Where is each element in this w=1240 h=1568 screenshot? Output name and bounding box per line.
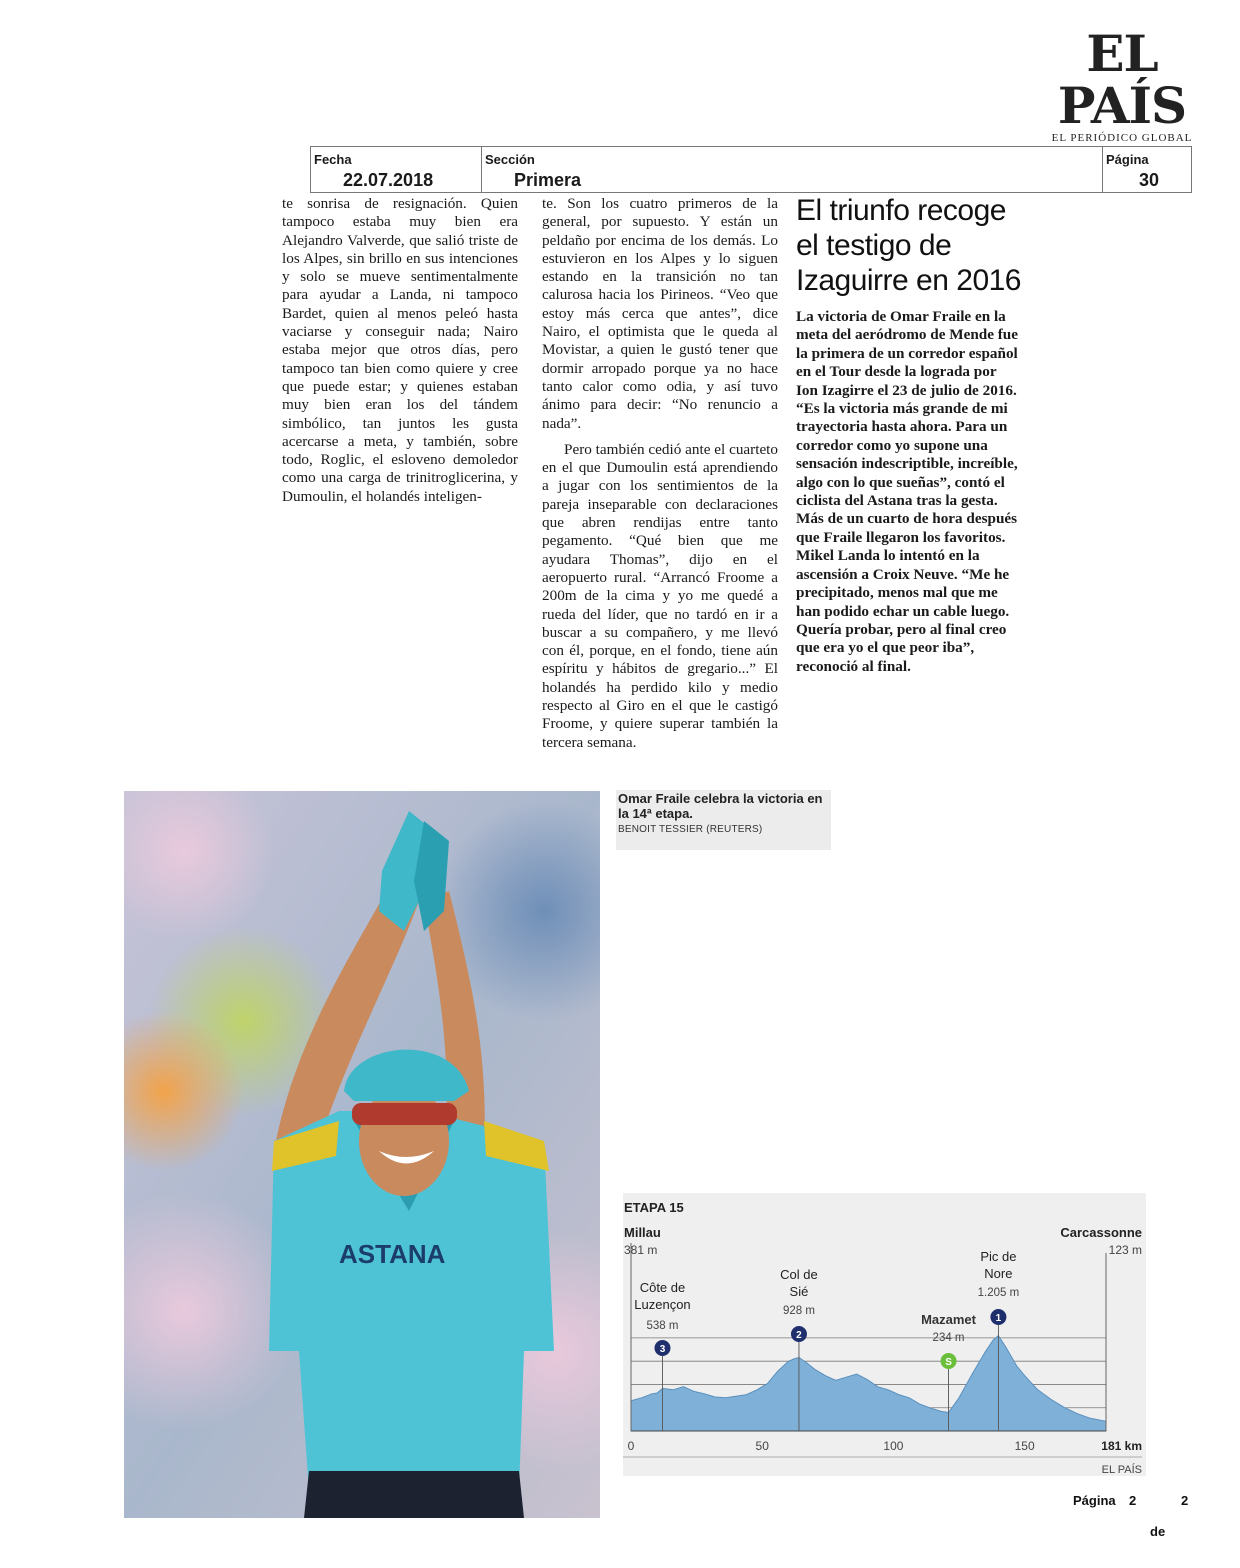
climb-name: Côte de bbox=[639, 1280, 686, 1295]
cyclist-illustration bbox=[124, 791, 600, 1518]
x-tick-label: 100 bbox=[883, 1439, 904, 1453]
climb-elevation: 1.205 m bbox=[977, 1287, 1020, 1299]
clipping-metadata-table bbox=[310, 146, 1192, 193]
article-paragraph: te sonrisa de resignación. Quien tampoco estaba muy bien era Alejandro Valverde, que salió triste de los Alpes, sin brillo en sus intenciones y solo se mueve sentimentalmente para ayudar a Landa, ni tampoco Bardet, quien al menos peleó hasta vaciarse y conseguir nada; Nairo estaba mejor que otros días, pero tampoco tan bien como quiere y cree que puede estar; y quienes estaban muy bien eran los del tándem simbólico, tan juntos les gusta acercarse a meta, y también, sobre todo, Roglic, el esloveno demoledor como una carga de trinitroglicerina, y Dumoulin, el holandés inteligen- bbox=[282, 195, 518, 505]
footer-page-total: 2 bbox=[1181, 1493, 1189, 1508]
photo-credit: BENOIT TESSIER (REUTERS) bbox=[618, 824, 763, 835]
chart-source: EL PAÍS bbox=[1101, 1464, 1142, 1476]
seccion-value: Primera bbox=[514, 170, 582, 190]
climb-name: Luzençon bbox=[634, 1297, 691, 1312]
cyclist-photo bbox=[124, 791, 600, 1518]
article-column-1 bbox=[282, 195, 518, 506]
pagina-cell bbox=[1103, 147, 1191, 192]
x-end-label: 181 km bbox=[1101, 1439, 1142, 1453]
finish-name: Carcassonne bbox=[1060, 1225, 1142, 1240]
climb-elevation: 234 m bbox=[932, 1332, 965, 1344]
masthead bbox=[1022, 24, 1222, 144]
sidebar-text: La victoria de Omar Fraile en la meta del aeródromo de Mende fue la primera de un corredor español en el Tour desde la lograda por Ion Izagirre el 23 de julio de 2016. “Es la victoria más grande de mi trayectoria hasta ahora. Para un corredor como yo supone una sensación indescriptible, increíble, algo con lo que sueñas”, contó el ciclista del Astana tras la gesta. Más de un cuarto de hora después que Fraile llegaron los favoritos. Mikel Landa lo intentó en la ascensión a Croix Neuve. “Me he precipitado, menos mal que me han podido echar un cable luego. Quería probar, pero al final creo que era yo el que peor iba”, reconoció al final. bbox=[796, 308, 1018, 675]
article-column-2 bbox=[542, 195, 778, 752]
climb-elevation: 538 m bbox=[646, 1320, 679, 1332]
start-name: Millau bbox=[624, 1225, 661, 1240]
climb-name: Sié bbox=[789, 1284, 809, 1299]
footer-de: de bbox=[1150, 1524, 1166, 1539]
climb-badge-label: S bbox=[945, 1357, 952, 1368]
x-tick-label: 150 bbox=[1014, 1439, 1035, 1453]
jersey-text: ASTANA bbox=[339, 1239, 446, 1269]
climb-elevation: 928 m bbox=[782, 1305, 815, 1317]
climb-name: Pic de bbox=[980, 1249, 1017, 1264]
stage-profile-svg bbox=[623, 1193, 1146, 1476]
climb-badge-label: 1 bbox=[995, 1313, 1002, 1324]
seccion-cell bbox=[482, 147, 1103, 192]
chart-title: ETAPA 15 bbox=[624, 1200, 684, 1215]
footer-page-label: Página bbox=[1073, 1493, 1116, 1508]
fecha-cell bbox=[311, 147, 482, 192]
fecha-label: Fecha bbox=[314, 152, 352, 167]
finish-elevation: 123 m bbox=[1108, 1243, 1142, 1257]
newspaper-tagline: EL PERIÓDICO GLOBAL bbox=[1051, 132, 1193, 144]
x-tick-label: 50 bbox=[755, 1439, 769, 1453]
newspaper-logo: EL PAÍS bbox=[1057, 24, 1187, 135]
climb-badge-label: 2 bbox=[796, 1330, 802, 1341]
photo-caption bbox=[616, 790, 831, 850]
start-elevation: 381 m bbox=[624, 1243, 658, 1257]
climb-name: Col de bbox=[780, 1267, 818, 1282]
climb-badge-label: 3 bbox=[659, 1344, 666, 1355]
article-paragraph: Pero también cedió ante el cuarteto en el que Dumoulin está aprendiendo a jugar con los sentimientos de la pareja inseparable con declaraciones que abren rendijas entre tanto pegamento. “Qué bien que me ayudara Thomas”, dijo en el aeropuerto rural. “Arrancó Froome a 200m de la cima y yo me quedé a rueda del líder, que no tardó en ir a buscar a su compañero, y me llevó con él, porque, en el fondo, tiene aún espíritu y hábitos de gregario...” El holandés ha perdido kilo y medio respecto al Giro en el que le castigó Froome, y quiere superar también la tercera semana. bbox=[542, 440, 778, 751]
elevation-area bbox=[631, 1336, 1106, 1431]
footer-page-number: 2 bbox=[1129, 1493, 1137, 1508]
pagina-label: Página bbox=[1106, 152, 1149, 167]
caption-text: Omar Fraile celebra la victoria en la 14ª etapa. bbox=[618, 791, 823, 821]
article-paragraph: te. Son los cuatro primeros de la general, por supuesto. Y están un peldaño por encima de los demás. Lo estuvieron en los Alpes y lo siguen estando en la transición no tan calurosa hacia los Pirineos. “Veo que estoy más cerca que antes”, dice Nairo, el optimista que le queda al Movistar, a quien le gustó tener que dormir arropado porque ya no hace tanto calor como odia, y así tuvo ánimo para decir: “No renuncio a nada”. bbox=[542, 195, 778, 432]
fecha-value: 22.07.2018 bbox=[343, 170, 434, 190]
stage-profile-chart bbox=[623, 1193, 1146, 1476]
pagina-value: 30 bbox=[1139, 170, 1160, 190]
seccion-label: Sección bbox=[485, 152, 535, 167]
sidebar-headline: El triunfo recoge el testigo de Izaguirre en 2016 bbox=[796, 194, 1021, 297]
climb-name: Mazamet bbox=[921, 1312, 977, 1327]
x-tick-label: 0 bbox=[627, 1439, 635, 1453]
climb-name: Nore bbox=[984, 1266, 1013, 1281]
